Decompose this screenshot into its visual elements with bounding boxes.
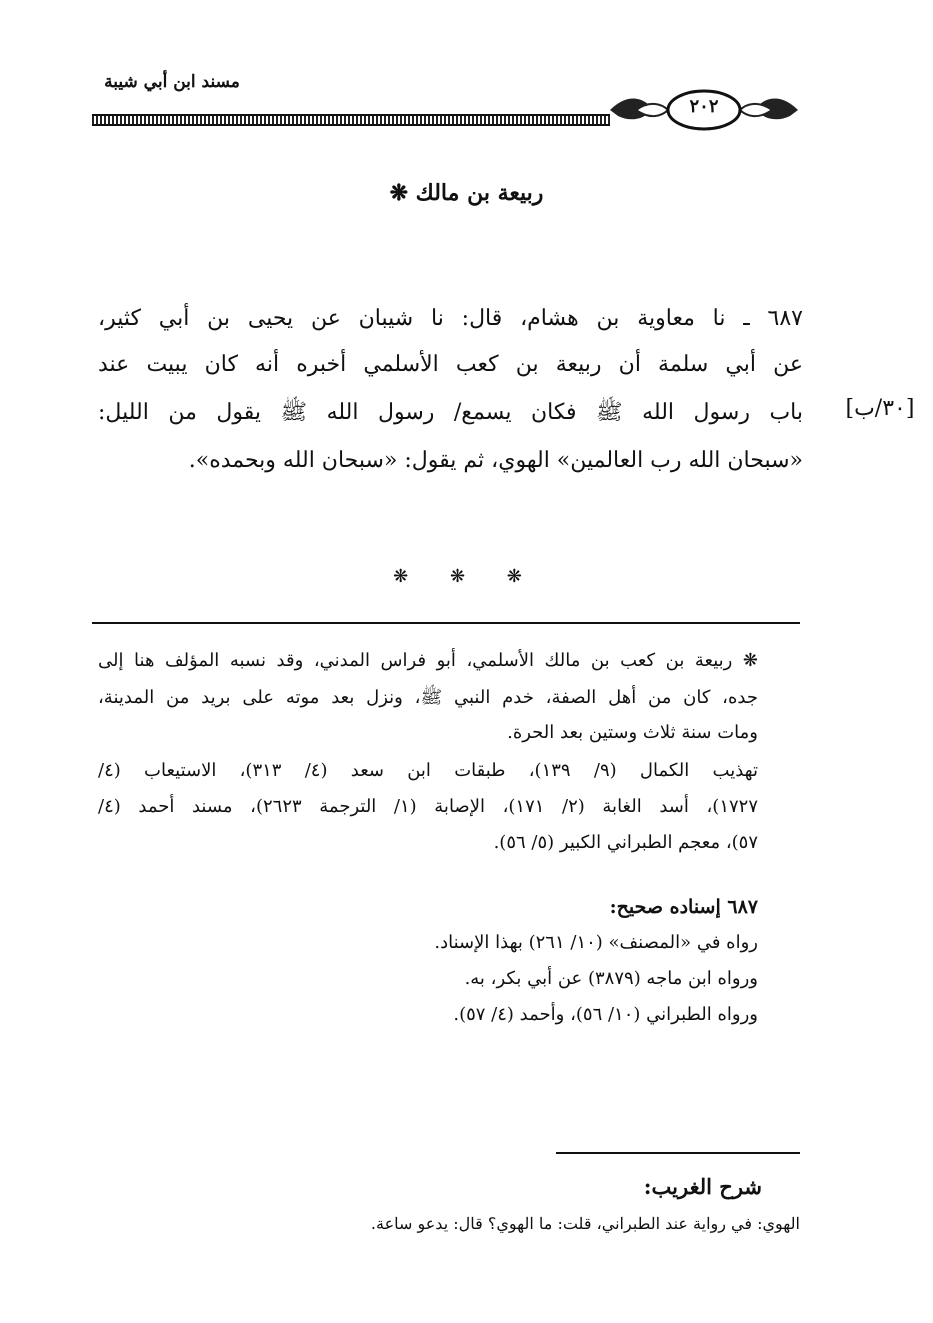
footnote-line: ومات سنة ثلاث وستين بعد الحرة. [507, 722, 758, 743]
hadith-line: عن أبي سلمة أن ربيعة بن كعب الأسلمي أخبره أنه كان يبيت عند [98, 352, 803, 377]
running-title: مسند ابن أبي شيبة [104, 72, 240, 92]
hadith-line: باب رسول الله ﷺ فكان يسمع/ رسول الله ﷺ يقول من الليل: [98, 400, 803, 425]
footnote-line: ❋ ربيعة بن كعب بن مالك الأسلمي، أبو فراس المدني، وقد نسبه المؤلف هنا إلى [98, 650, 758, 671]
footnote-line: تهذيب الكمال (٩/ ١٣٩)، طبقات ابن سعد (٤/ ٣١٣)، الاستيعاب (٤/ [98, 760, 758, 781]
gharib-text: الهوي: في رواية عند الطبراني، قلت: ما الهوي؟ قال: يدعو ساعة. [370, 1214, 800, 1233]
hadith-line: ٦٨٧ ـ نا معاوية بن هشام، قال: نا شيبان عن يحيى بن أبي كثير، [98, 306, 803, 331]
footnote-line: ١٧٢٧)، أسد الغابة (٢/ ١٧١)، الإصابة (١/ الترجمة ٢٦٢٣)، مسند أحمد (٤/ [98, 796, 758, 817]
section-heading: ربيعة بن مالك ❋ [389, 180, 544, 206]
footnote-rule [92, 622, 800, 624]
takhrij-line: رواه في «المصنف» (١٠/ ٢٦١) بهذا الإسناد. [434, 932, 758, 953]
header-rule [92, 114, 610, 126]
takhrij-line: ورواه الطبراني (١٠/ ٥٦)، وأحمد (٤/ ٥٧). [453, 1004, 758, 1025]
takhrij-heading: ٦٨٧ إسناده صحيح: [609, 896, 758, 918]
footnote-line: جده، كان من أهل الصفة، خدم النبي ﷺ، ونزل بعد موته على بريد من المدينة، [98, 687, 758, 708]
gharib-rule [556, 1152, 800, 1154]
separator-stars: ❋ ❋ ❋ [393, 566, 540, 587]
takhrij-line: ورواه ابن ماجه (٣٨٧٩) عن أبي بكر، به. [464, 968, 758, 989]
page-number: ٢٠٢ [689, 96, 719, 117]
gharib-heading: شرح الغريب: [643, 1174, 762, 1199]
manuscript-folio-reference: [٣٠/ب] [845, 396, 915, 421]
hadith-line: «سبحان الله رب العالمين» الهوي، ثم يقول: «سبحان الله وبحمده». [188, 448, 803, 473]
footnote-line: ٥٧)، معجم الطبراني الكبير (٥/ ٥٦). [493, 832, 758, 853]
